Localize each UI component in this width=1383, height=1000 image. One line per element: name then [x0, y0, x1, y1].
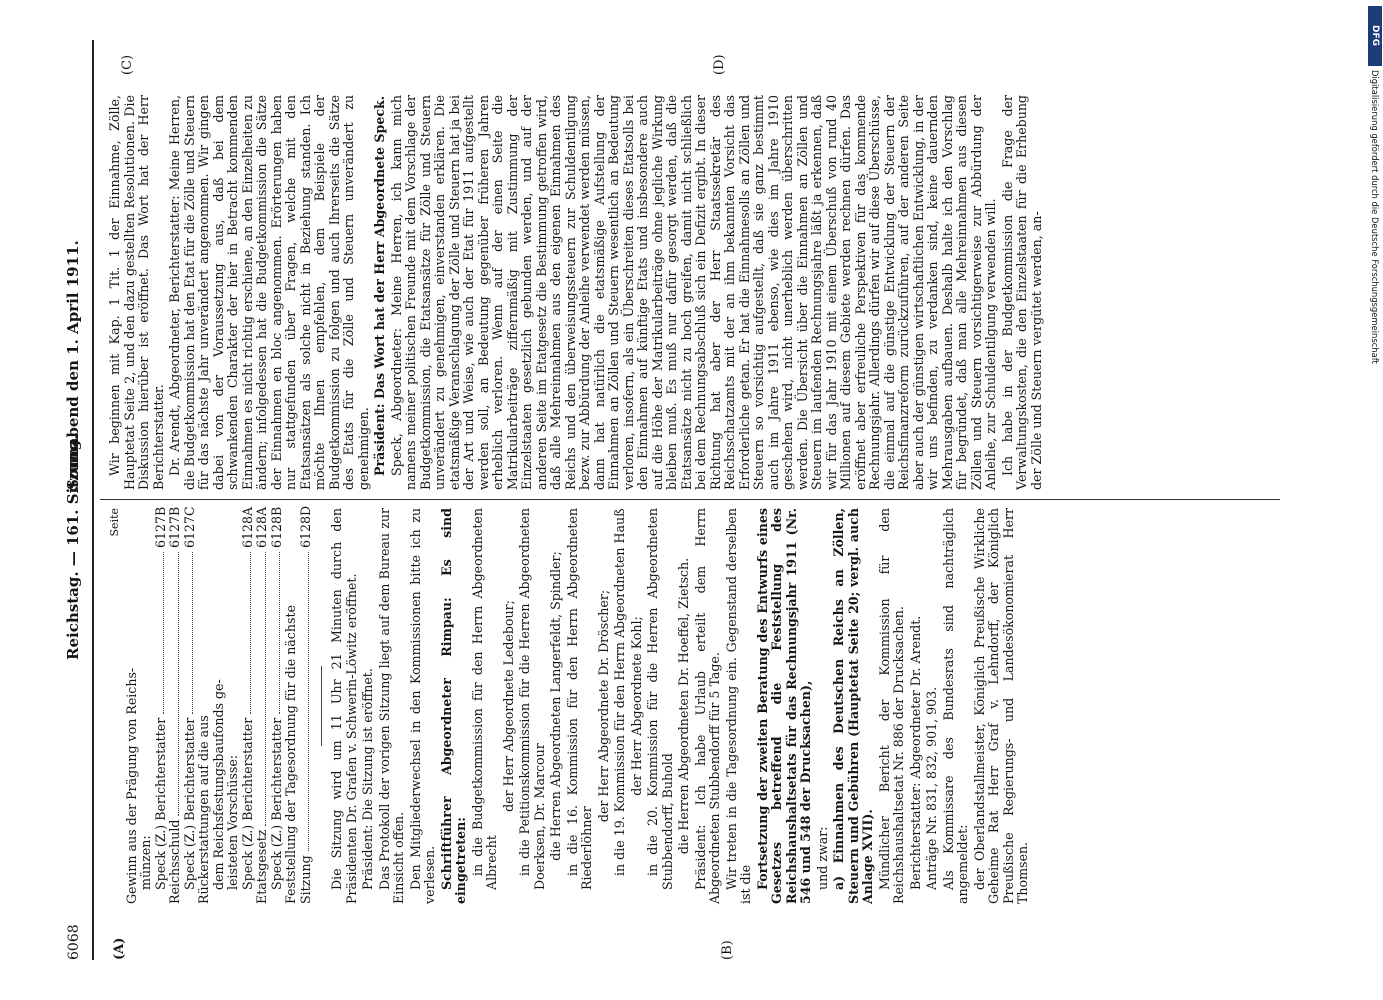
- protocol-paragraph: Das Protokoll der vorigen Sitzung liegt auf dem Bureau zur Einsicht offen.: [376, 508, 406, 904]
- president-gives-floor: Präsident: Das Wort hat der Herr Abgeordnete Speck.: [372, 95, 387, 476]
- debate-opening: Wir beginnen mit Kap. 1 Tit. 1 der Einnahme, Zölle, Hauptetat Seite 2, und den dazu gestellten Resolutionen. Die Diskussion hierüber ist eröffnet. Das Wort hat der Herr Berichterstatter.: [107, 95, 166, 490]
- toc-row: [168, 508, 183, 904]
- page-number: 6068: [66, 924, 82, 960]
- toc-row: [183, 508, 198, 904]
- toc-text: Etatsgesetz: [254, 829, 269, 904]
- commission-member: der Herr Abgeordnete Kohl;: [628, 616, 644, 796]
- toc-text: Feststellung der Tagesordnung für die nächste: [283, 605, 298, 904]
- table-of-contents: [123, 505, 314, 904]
- header-rule: [92, 40, 94, 960]
- toc-page: 6127B: [152, 506, 168, 548]
- margin-marker-a: (A): [112, 937, 127, 960]
- commission-entry: in die Petitionskommission für die Herren Abgeordneten Doerksen, Dr. Marcour: [517, 508, 547, 890]
- left-column: [108, 505, 1033, 904]
- right-column: [108, 95, 1046, 490]
- toc-text: Gewinn aus der Prägung von Reichs-: [123, 667, 139, 904]
- commission-report: Mündlicher Bericht der Kommission für den Reichshaushaltsetat Nr. 886 der Drucksachen.: [876, 508, 906, 904]
- toc-text: Reichsschuld: [167, 819, 182, 904]
- commission-member: der Herr Abgeordnete Ledebour;: [500, 600, 516, 812]
- commission-entry: in die 16. Kommission für den Herrn Abgeordneten Riederlöhner: [564, 508, 594, 890]
- commission-entry: in die 20. Kommission für die Herren Abgeordneten Stubbendorff, Buhold: [645, 508, 675, 890]
- toc-row: [284, 508, 299, 904]
- secretary-statement: Schriftführer Abgeordneter Rimpau: Es sind eingetreten:: [438, 508, 468, 904]
- toc-row: [226, 508, 241, 904]
- speck-speech: Speck, Abgeordneter: Meine Herren, ich kann mich namens meiner politischen Freunde mit dem Vorschlage der Budgetkommission, die Etatsansätze für Zölle und Steuern unverändert zu genehmigen, einverstanden erklären. Die etatsmäßige Veranschlagung der Zölle und Steuern hat ja bei der Art und Weise, wie auch der Etat für 1911 aufgestellt werden soll, an Bedeutung gegenüber früheren Jahren erheblich verloren. Wenn auf der einen Seite die Matrikularbeiträge ziffernmäßig mit Zustimmung der Einzelstaaten gesetzlich gebunden werden, und auf der anderen Seite im Etatgesetz die Bestimmung getroffen wird, daß alle Mehreinnahmen aus den eigenen Einnahmen des Reichs und den überweisungssteuern zur Schuldentilgung bezw. zur Abbürdung der Anleihe verwendet werden müssen, dann hat natürlich die etatsmäßige Aufstellung der Einnahmen an Zöllen und Steuern wesentlich an Bedeutung verloren, insofern, als ein Überschreiten dieses Etatsolls bei den Einnahmen auf künftige Etats und insbesondere auch auf die Höhe der Matrikularbeiträge ohne jegliche Wirkung bleiben muß. Es muß nur dafür gesorgt werden, daß die Etatsansätze nicht zu hoch greifen, damit nicht schließlich bei dem Rechnungsabschluß sich ein Defizit ergibt. In dieser Richtung hat aber der Herr Staatssekretär des Reichsschatzamts mit der an ihm bekannten Vorsicht das Erforderliche getan. Er hat die Einnahmesolls an Zöllen und Steuern so vorsichtig aufgestellt, daß sie ganz bestimmt auch im Jahre 1911 ebenso, wie dies im Jahre 1910 geschehen wird, nicht unerheblich werden überschritten werden. Die Übersicht über die Einnahmen an Zöllen und Steuern im laufenden Rechnungsjahre läßt ja erkennen, daß wir für das Jahr 1910 mit einem Überschuß von rund 40 Millionen auf diesem Gebiete werden rechnen dürfen. Das eröffnet aber erfreuliche Perspektiven für das kommende Rechnungsjahr. Allerdings dürfen wir auf diese Überschüsse, die einmal auf die günstige Entwicklung der Steuern der Reichsfinanzreform zurückzuführen, auf der anderen Seite aber auch der günstigen wirtschaftlichen Entwicklung, in der wir uns befinden, zu verdanken sind, keine dauernden Mehrausgaben aufbauen. Deshalb halte ich den Vorschlag für begründet, daß man alle Mehreinnahmen aus diesen Zöllen und Steuern vorsichtigerweise zur Abbürdung der Anleihe, zur Schuldentilgung verwenden will.: [388, 95, 998, 490]
- toc-page-heading: Seite: [108, 508, 121, 537]
- margin-marker-b: (B): [720, 940, 735, 960]
- member-change-paragraph: Den Mitgliederwechsel in den Kommissionen bitte ich zu verlesen.: [407, 508, 437, 904]
- president-statement: Präsident: Die Sitzung ist eröffnet.: [360, 668, 375, 890]
- rapporteur: Berichterstatter: Abgeordneter Dr. Arendt.: [907, 615, 923, 890]
- motions: Anträge Nr. 831, 832, 901, 903.: [924, 686, 939, 890]
- agenda-subitem-a: a) Einnahmen des Deutschen Reichs an Zöllen, Steuern und Gebühren (Hauptetat Seite 20; vergl. auch Anlage XVII).: [831, 508, 875, 904]
- leave-granted-paragraph: Präsident: Ich habe Urlaub erteilt dem Herrn Abgeordneten Stubbendorff für 5 Tage.: [692, 508, 722, 904]
- toc-text: dem Reichsfestungsbaufonds ge-: [210, 679, 226, 890]
- column-divider: [100, 499, 1280, 500]
- toc-row: [241, 508, 256, 904]
- margin-marker-c: (C): [120, 54, 135, 75]
- toc-page: 6128D: [297, 505, 313, 548]
- toc-text: Speck (Z.) Berichterstatter: [239, 717, 255, 890]
- toc-page: 6127C: [181, 506, 197, 548]
- toc-text: Speck (Z.) Berichterstatter: [181, 717, 197, 890]
- section-separator: [321, 666, 322, 746]
- toc-row: [212, 508, 227, 904]
- agenda-item-title: Fortsetzung der zweiten Beratung des Entwurfs eines Gesetzes betreffend die Feststellung des Reichshaushaltsetats für das Rechnungsjahr 1911 (Nr. 546 und 548 der Drucksachen),: [754, 508, 813, 904]
- dfg-logo: DFG: [1368, 6, 1382, 66]
- commission-entry: in die Budgetkommission für den Herrn Abgeordneten Albrecht: [469, 508, 499, 890]
- toc-text: Rückerstattungen auf die aus: [196, 715, 211, 904]
- speck-speech-continued: Ich habe in der Budgetkommission die Frage der Verwaltungskosten, die den Einzelstaaten für die Erhebung der Zölle und Steuern vergütet werden, an-: [999, 95, 1044, 490]
- commissioners-heading: Als Kommissare des Bundesrats sind nachträglich angemeldet:: [940, 508, 970, 904]
- toc-text: leisteten Vorschüsse:: [225, 754, 240, 890]
- toc-row: [197, 508, 212, 904]
- agenda-paragraph: Wir treten in die Tagesordnung ein. Gegenstand derselben ist die: [723, 508, 753, 904]
- toc-row: [154, 508, 169, 904]
- commission-member: der Herr Abgeordnete Dr. Dröscher;: [595, 589, 611, 823]
- header-session-title: Reichstag. — 161. Sitzung.: [64, 434, 82, 660]
- opening-paragraph: Die Sitzung wird um 11 Uhr 21 Minuten durch den Präsidenten Dr. Grafen v. Schwerin-Löwitz eröffnet.: [329, 508, 359, 904]
- toc-text: Speck (Z.) Berichterstatter: [152, 717, 168, 890]
- agenda-subitem-intro: und zwar:: [814, 826, 830, 890]
- toc-page: 6127B: [167, 506, 182, 548]
- toc-text: Speck (Z.) Berichterstatter: [268, 717, 284, 890]
- commission-member: die Herren Abgeordneten Langerfeldt, Spindler;: [548, 551, 563, 861]
- toc-page: 6128B: [268, 506, 284, 548]
- toc-row: [297, 505, 314, 904]
- commissioners-list: der Oberlandstallmeister, Königlich Preußische Wirkliche Geheime Rat Herr Graf v. Lehndorff, der Königlich Preußische Regierungs- und Landesökonomierat Herr Thomsen.: [971, 508, 1030, 904]
- toc-page: 6128A: [239, 506, 255, 548]
- margin-marker-d: (D): [712, 54, 727, 75]
- toc-text: münzen:: [138, 835, 153, 890]
- toc-row: [139, 508, 154, 904]
- commission-member: die Herren Abgeordneten Dr. Hoeffel, Zietsch.: [676, 557, 691, 855]
- toc-row: [125, 508, 140, 904]
- header-date-title: Sonnabend den 1. April 1911.: [64, 240, 82, 490]
- arendt-speech: Dr. Arendt, Abgeordneter, Berichterstatter: Meine Herren, die Budgetkommission hat den Etat für die Zölle und Steuern für das nächste Jahr unverändert angenommen. Wir gingen dabei von der Voraussetzung aus, daß bei dem schwankenden Charakter der hier in Betracht kommenden Einnahmen es nicht richtig erschiene, an den Einzelheiten zu ändern; infolgedessen hat die Budgetkommission die Sätze der Einnahmen en bloc angenommen. Erörterungen haben nur stattgefunden über Fragen, welche mit den Etatsansätzen als solche nicht in Beziehung standen. Ich möchte Ihnen empfehlen, dem Beispiele der Budgetkommission zu folgen und auch Ihrerseits die Sätze des Etats für die Zölle und Steuern unverändert zu genehmigen.: [167, 95, 371, 490]
- commission-entry: in die 19. Kommission für den Herrn Abgeordneten Hauß: [612, 508, 627, 876]
- page-header: [62, 50, 92, 960]
- toc-text: Sitzung: [297, 855, 313, 904]
- toc-row: [270, 508, 285, 904]
- digitization-credit: Digitalisierung gefördert durch die Deutsche Forschungsgemeinschaft: [1370, 70, 1380, 364]
- toc-row: [255, 508, 270, 904]
- toc-page: 6128A: [254, 506, 269, 548]
